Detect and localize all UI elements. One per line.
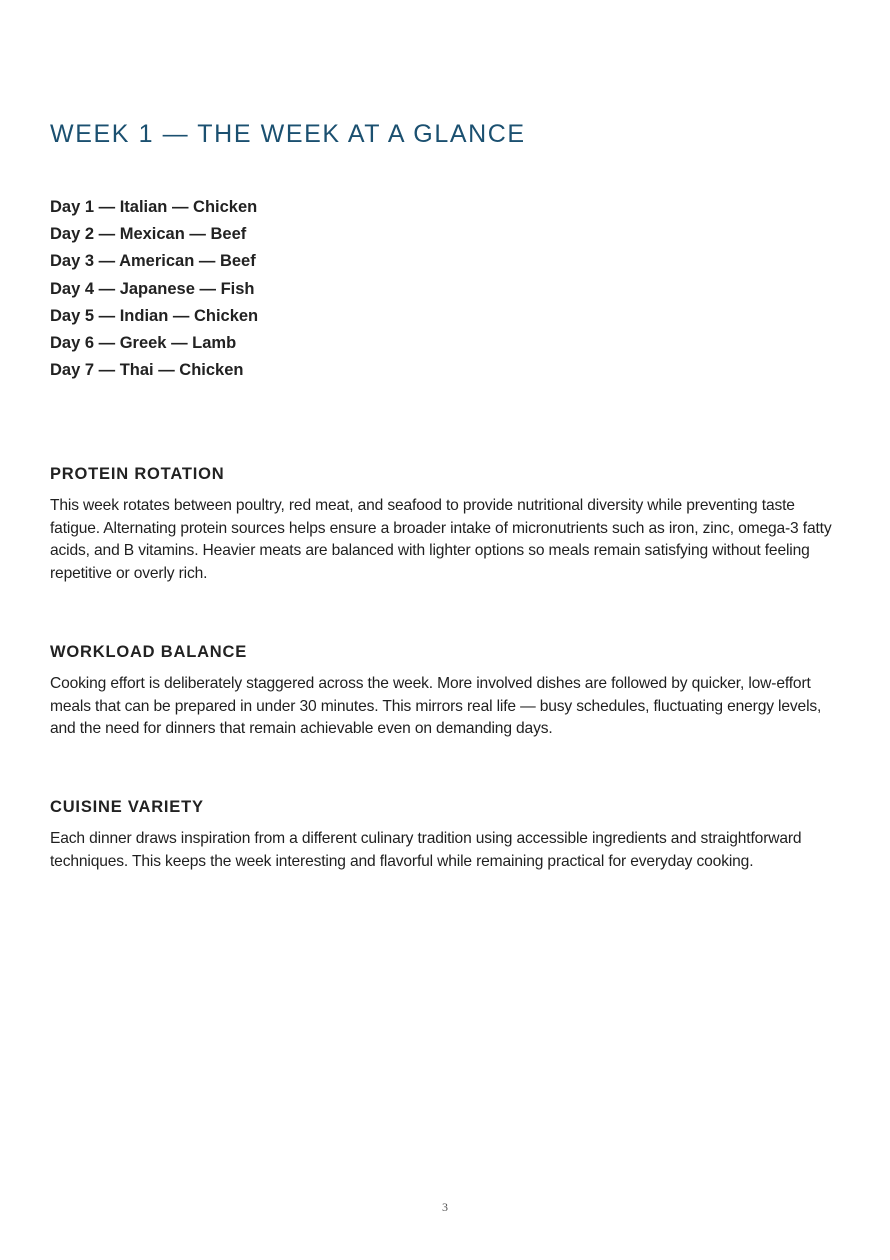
day-3-item: Day 3 — American — Beef	[50, 252, 256, 271]
protein-rotation-section	[50, 463, 845, 585]
page-number: 3	[442, 1200, 448, 1214]
day-5-item: Day 5 — Indian — Chicken	[50, 306, 259, 325]
protein-rotation-body: This week rotates between poultry, red meat, and seafood to provide nutritional diversity while preventing taste fatigue. Alternating protein sources helps ensure a broader intake of micronutrients such as iron, zinc, omega-3 fatty acids, and B vitamins. Heavier meats are balanced with lighter options so meals remain satisfying without feeling repetitive or overly rich.	[50, 497, 832, 582]
workload-balance-heading: WORKLOAD BALANCE	[50, 643, 248, 661]
cuisine-variety-heading: CUISINE VARIETY	[50, 798, 204, 816]
cuisine-variety-body: Each dinner draws inspiration from a different culinary tradition using accessible ingredients and straightforward techniques. This keeps the week interesting and flavorful while remaining practical for everyday cooking.	[50, 830, 802, 870]
cuisine-variety-section	[50, 796, 845, 873]
page-title: WEEK 1 — THE WEEK AT A GLANCE	[50, 120, 526, 148]
day-6-item: Day 6 — Greek — Lamb	[50, 334, 237, 353]
week-day-list	[50, 194, 258, 384]
workload-balance-section	[50, 641, 845, 741]
protein-rotation-heading: PROTEIN ROTATION	[50, 465, 225, 483]
day-4-item: Day 4 — Japanese — Fish	[50, 279, 255, 298]
workload-balance-body: Cooking effort is deliberately staggered across the week. More involved dishes are followed by quicker, low-effort meals that can be prepared in under 30 minutes. This mirrors real life — busy schedules, fluctuating energy levels, and the need for dinners that remain achievable even on demanding days.	[50, 675, 822, 737]
day-7-item: Day 7 — Thai — Chicken	[50, 361, 244, 380]
day-2-item: Day 2 — Mexican — Beef	[50, 225, 247, 244]
day-1-item: Day 1 — Italian — Chicken	[50, 198, 258, 216]
